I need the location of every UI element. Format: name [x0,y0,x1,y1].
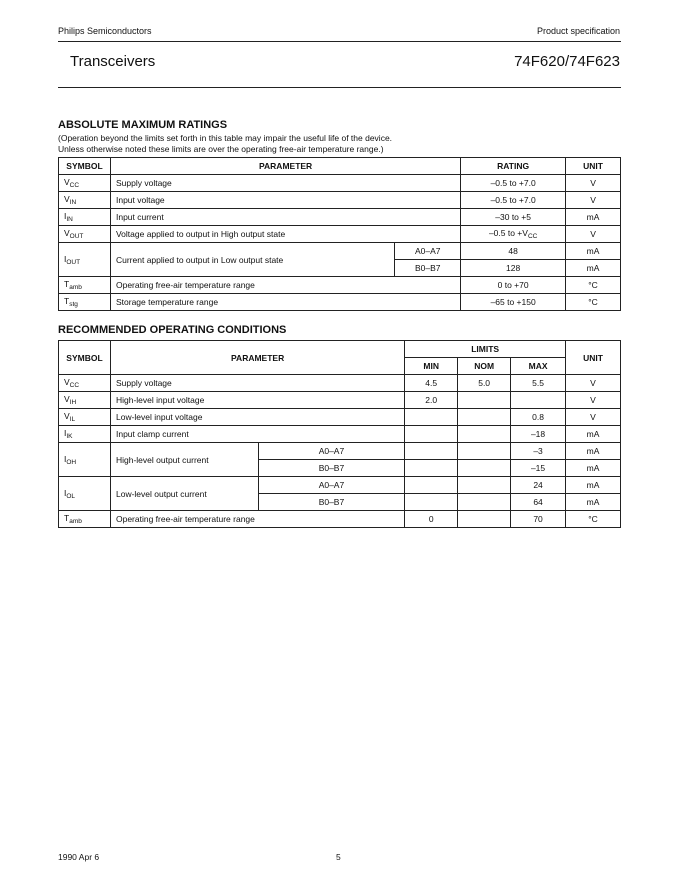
col-symbol: SYMBOL [59,158,111,175]
unit-cell: mA [566,494,621,511]
table-row [59,426,621,443]
unit-cell: V [566,226,621,243]
symbol-cell: $I_{OH}$ [59,443,111,477]
table-row [59,209,621,226]
symbol-cell: $V_{OUT}$ [59,226,111,243]
table-header-row [59,158,621,175]
symbol-cell: $I_{OUT}$ [59,243,111,277]
unit-cell: V [566,192,621,209]
parameter-cell: Supply voltage [110,175,460,192]
col-min: MIN [405,358,458,375]
condition-cell: A0–A7 [395,243,461,260]
col-nom: NOM [458,358,511,375]
unit-cell: mA [566,460,621,477]
nom-cell [458,460,511,477]
abs-max-table [58,157,621,311]
parameter-cell: Low-level input voltage [110,409,404,426]
max-cell: –18 [511,426,566,443]
table-row [59,375,621,392]
nom-cell: 5.0 [458,375,511,392]
table-row [59,443,621,460]
max-cell: –15 [511,460,566,477]
nom-cell [458,443,511,460]
min-cell [405,426,458,443]
unit-cell: °C [566,511,621,528]
parameter-cell: Operating free-air temperature range [110,511,404,528]
page-title: Transceivers [70,53,156,70]
unit-cell: mA [566,426,621,443]
max-cell: 70 [511,511,566,528]
symbol-cell: $T_{amb}$ [59,511,111,528]
symbol-cell: $T_{amb}$ [59,277,111,294]
max-cell: –3 [511,443,566,460]
parameter-cell: High-level input voltage [110,392,404,409]
company-name: Philips Semiconductors [58,26,152,36]
unit-cell: V [566,392,621,409]
nom-cell [458,494,511,511]
parameter-cell: Input voltage [110,192,460,209]
condition-cell: B0–B7 [258,494,405,511]
min-cell: 2.0 [405,392,458,409]
parameter-cell: High-level output current [110,443,258,477]
table-row [59,511,621,528]
symbol-cell: $I_{OL}$ [59,477,111,511]
col-parameter: PARAMETER [110,341,404,375]
abs-max-note-2: Unless otherwise noted these limits are over the operating free-air temperature range.) [58,144,384,154]
rec-op-table [58,340,621,528]
table-row [59,192,621,209]
abs-max-title: ABSOLUTE MAXIMUM RATINGS [58,119,228,131]
unit-cell: V [566,175,621,192]
unit-cell: mA [566,209,621,226]
col-rating: RATING [461,158,566,175]
parameter-cell: Input current [110,209,460,226]
rec-op-title: RECOMMENDED OPERATING CONDITIONS [58,324,287,336]
symbol-cell: $V_{CC}$ [59,175,111,192]
table-row [59,226,621,243]
col-unit: UNIT [566,341,621,375]
symbol-cell: $V_{IN}$ [59,192,111,209]
unit-cell: mA [566,260,621,277]
symbol-cell: $I_{IN}$ [59,209,111,226]
rating-cell: –30 to +5 [461,209,566,226]
header-rule-top [58,41,621,42]
col-unit: UNIT [566,158,621,175]
symbol-cell: $V_{IH}$ [59,392,111,409]
header-rule-bottom [58,87,621,88]
rating-cell: –0.5 to $+V_{CC}$ [461,226,566,243]
rating-cell: –0.5 to +7.0 [461,175,566,192]
nom-cell [458,392,511,409]
part-number: 74F620/74F623 [514,53,620,70]
unit-cell: V [566,375,621,392]
document-type: Product specification [536,26,620,36]
table-row [59,409,621,426]
condition-cell: B0–B7 [258,460,405,477]
unit-cell: mA [566,477,621,494]
rating-cell: 0 to +70 [461,277,566,294]
rating-cell: 128 [461,260,566,277]
nom-cell [458,511,511,528]
unit-cell: mA [566,443,621,460]
nom-cell [458,409,511,426]
unit-cell: °C [566,294,621,311]
rating-cell: 48 [461,243,566,260]
symbol-cell: $V_{CC}$ [59,375,111,392]
page-number: 5 [336,852,341,862]
col-max: MAX [511,358,566,375]
unit-cell: °C [566,277,621,294]
table-row [59,277,621,294]
parameter-cell: Input clamp current [110,426,404,443]
unit-cell: V [566,409,621,426]
min-cell [405,443,458,460]
min-cell: 4.5 [405,375,458,392]
max-cell: 24 [511,477,566,494]
table-row [59,243,621,260]
max-cell [511,392,566,409]
condition-cell: B0–B7 [395,260,461,277]
parameter-cell: Current applied to output in Low output state [110,243,394,277]
min-cell [405,477,458,494]
table-row [59,477,621,494]
col-limits: LIMITS [405,341,566,358]
parameter-cell: Storage temperature range [110,294,460,311]
min-cell [405,409,458,426]
col-parameter: PARAMETER [110,158,460,175]
min-cell [405,460,458,477]
rating-cell: –0.5 to +7.0 [461,192,566,209]
rating-cell: –65 to +150 [461,294,566,311]
col-symbol: SYMBOL [59,341,111,375]
parameter-cell: Supply voltage [110,375,404,392]
symbol-cell: $I_{IK}$ [59,426,111,443]
abs-max-note-1: (Operation beyond the limits set forth in this table may impair the useful life of the device. [58,133,393,143]
nom-cell [458,477,511,494]
min-cell [405,494,458,511]
table-header-row [59,341,621,358]
symbol-cell: $T_{stg}$ [59,294,111,311]
unit-cell: mA [566,243,621,260]
max-cell: 0.8 [511,409,566,426]
footer-date: 1990 Apr 6 [58,852,100,862]
max-cell: 64 [511,494,566,511]
table-row [59,294,621,311]
parameter-cell: Low-level output current [110,477,258,511]
condition-cell: A0–A7 [258,477,405,494]
parameter-cell: Operating free-air temperature range [110,277,460,294]
min-cell: 0 [405,511,458,528]
symbol-cell: $V_{IL}$ [59,409,111,426]
nom-cell [458,426,511,443]
parameter-cell: Voltage applied to output in High output state [110,226,460,243]
max-cell: 5.5 [511,375,566,392]
condition-cell: A0–A7 [258,443,405,460]
table-row [59,175,621,192]
table-row [59,392,621,409]
